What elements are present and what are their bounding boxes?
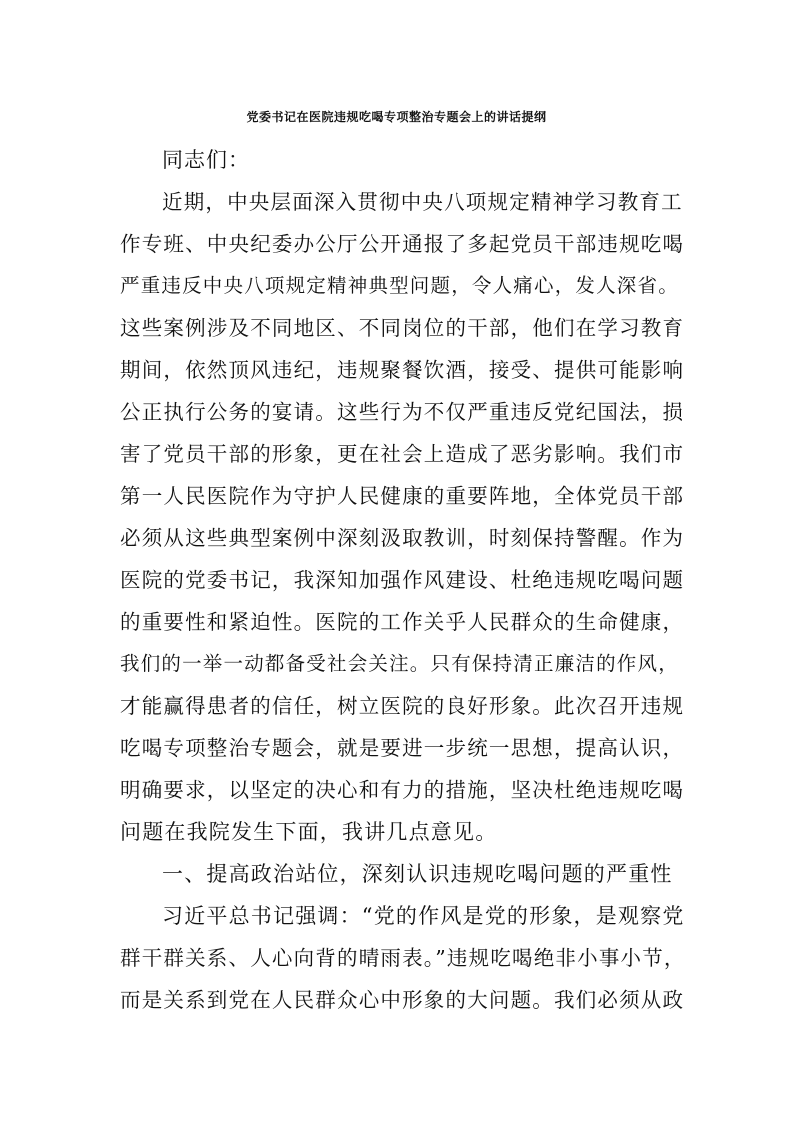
paragraph-line: 这些案例涉及不同地区、不同岗位的干部，他们在学习教育 bbox=[120, 316, 685, 340]
greeting-line: 同志们： bbox=[162, 148, 250, 172]
paragraph-line: 群干群关系、人心向背的晴雨表。”违规吃喝绝非小事小节， bbox=[120, 946, 686, 970]
paragraph-line: 习近平总书记强调：“党的作风是党的形象，是观察党 bbox=[162, 904, 685, 928]
section-heading: 一、提高政治站位，深刻认识违规吃喝问题的严重性 bbox=[162, 862, 673, 886]
paragraph-line: 近期，中央层面深入贯彻中央八项规定精神学习教育工 bbox=[162, 190, 683, 214]
paragraph-line: 期间，依然顶风违纪，违规聚餐饮酒，接受、提供可能影响 bbox=[120, 358, 685, 382]
paragraph-line: 害了党员干部的形象，更在社会上造成了恶劣影响。我们市 bbox=[120, 442, 685, 466]
paragraph-line: 必须从这些典型案例中深刻汲取教训，时刻保持警醒。作为 bbox=[120, 526, 685, 550]
paragraph-line: 作专班、中央纪委办公厅公开通报了多起党员干部违规吃喝 bbox=[120, 232, 685, 256]
paragraph-line: 公正执行公务的宴请。这些行为不仅严重违反党纪国法，损 bbox=[120, 400, 685, 424]
paragraph-line: 才能赢得患者的信任，树立医院的良好形象。此次召开违规 bbox=[120, 694, 685, 718]
paragraph-line: 吃喝专项整治专题会，就是要进一步统一思想，提高认识， bbox=[120, 736, 685, 760]
paragraph-line: 我们的一举一动都备受社会关注。只有保持清正廉洁的作风， bbox=[120, 652, 679, 675]
document-title: 党委书记在医院违规吃喝专项整治专题会上的讲话提纲 bbox=[246, 110, 547, 124]
paragraph-line: 医院的党委书记，我深知加强作风建设、杜绝违规吃喝问题 bbox=[120, 568, 685, 592]
paragraph-line: 的重要性和紧迫性。医院的工作关乎人民群众的生命健康， bbox=[120, 610, 685, 634]
paragraph-line: 第一人民医院作为守护人民健康的重要阵地，全体党员干部 bbox=[120, 484, 685, 508]
paragraph-line: 严重违反中央八项规定精神典型问题，令人痛心，发人深省。 bbox=[120, 274, 679, 297]
paragraph-line: 问题在我院发生下面，我讲几点意见。 bbox=[120, 820, 498, 844]
paragraph-line: 而是关系到党在人民群众心中形象的大问题。我们必须从政 bbox=[120, 988, 685, 1012]
paragraph-line: 明确要求，以坚定的决心和有力的措施，坚决杜绝违规吃喝 bbox=[120, 778, 685, 802]
